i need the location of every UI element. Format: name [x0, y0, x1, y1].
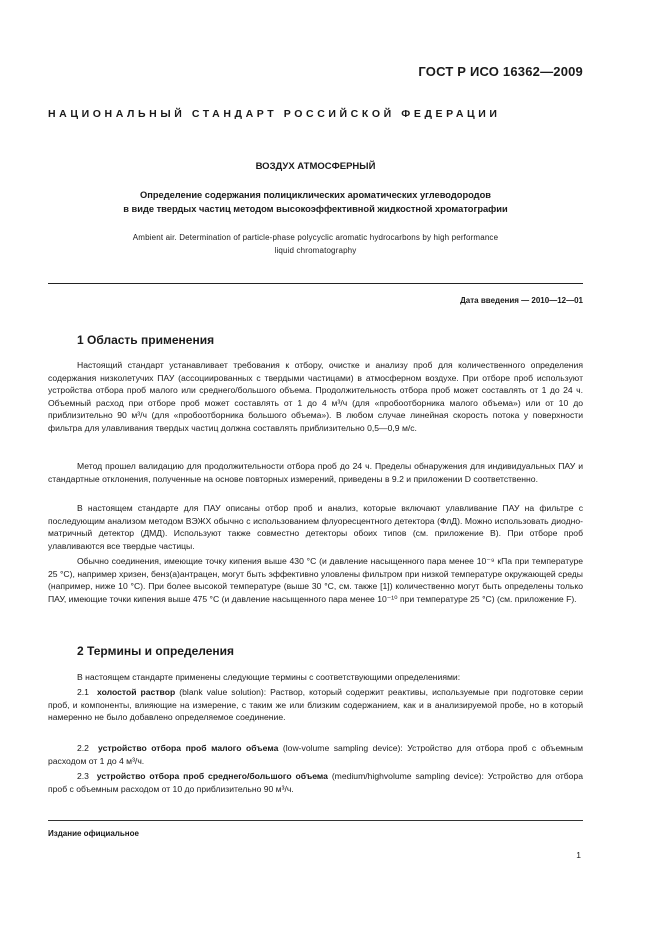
term-2-2: [48, 742, 583, 767]
official-edition-label: Издание официальное: [48, 829, 139, 838]
section-2-intro: [48, 671, 583, 684]
section-1-paragraph-4: [48, 555, 583, 605]
term-number: 2.2: [77, 743, 89, 753]
section-2-heading: 2 Термины и определения: [77, 644, 235, 658]
paragraph-text: Метод прошел валидацию для продолжительности отбора проб до 24 ч. Пределы обнаружения для индивидуальных ПАУ и стандартные отклонения, полученные на основе повторных измерений, приведены в 9.2 и приложении D соответственно.: [48, 461, 583, 484]
document-title: ВОЗДУХ АТМОСФЕРНЫЙ: [255, 161, 376, 172]
term-definition: (blank value solution): Раствор, который содержит реактивы, используемые при подготовке серии проб, и компоненты, влияющие на измерение, с таким же или близким содержанием, как и в анализируемой пробе, но в который намеренно не было добавлено определяемое соединение.: [48, 687, 583, 723]
term-name: устройство отбора проб малого объема: [98, 743, 279, 753]
introduction-date: Дата введения — 2010—12—01: [460, 296, 583, 305]
english-title: [60, 231, 571, 257]
document-code: ГОСТ Р ИСО 16362—2009: [418, 64, 583, 79]
national-standard-banner: НАЦИОНАЛЬНЫЙ СТАНДАРТ РОССИЙСКОЙ ФЕДЕРАЦИИ: [48, 108, 501, 120]
english-title-line-2: liquid chromatography: [274, 246, 357, 255]
top-divider: [48, 283, 583, 284]
english-title-line-1: Ambient air. Determination of particle-phase polycyclic aromatic hydrocarbons by high performance: [132, 233, 499, 242]
paragraph-text: В настоящем стандарте применены следующие термины с соответствующими определениями:: [77, 672, 461, 682]
section-1-paragraph-1: [48, 359, 583, 435]
term-2-3: [48, 770, 583, 795]
paragraph-text: Обычно соединения, имеющие точку кипения выше 430 °С (и давление насыщенного пара менее 10⁻⁹ кПа при температуре 25 °С), например хризен, бенз(а)антрацен, могут быть эффективно уловлены фильтром при низкой температуре окружающей среды (например, ниже 10 °С). При более высокой температуре (выше 30 °С, см. также [1]) количественно могут быть определены только ПАУ, имеющие точки кипения выше 475 °С (и давление насыщенного пара менее 10⁻¹⁰ при температуре 25 °С) (см. приложение F).: [48, 556, 583, 604]
term-name: холостой раствор: [97, 687, 176, 697]
term-2-1: [48, 686, 583, 724]
document-subtitle: [60, 188, 571, 216]
section-1-paragraph-2: [48, 460, 583, 485]
paragraph-text: Настоящий стандарт устанавливает требования к отбору, очистке и анализу проб для количественного определения содержания низколетучих ПАУ (ассоциированных с твердыми частицами) в атмосферном воздухе. При отборе проб используют устройства отбора проб малого или среднего/большого объема. Продолжительность отбора проб может составлять от 1 до 24 ч. Объемный расход при отборе проб может составлять от 1 до 4 м³/ч (для «пробоотборника малого объема») или от 10 до приблизительно 90 м³/ч (для «пробоотборника большого объема»). В любом случае линейная скорость потока у поверхности фильтра для улавливания твердых частиц должна составлять приблизительно 0,5—0,9 м/с.: [48, 360, 583, 433]
term-number: 2.1: [77, 687, 89, 697]
term-name: устройство отбора проб среднего/большого объема: [96, 771, 328, 781]
term-number: 2.3: [77, 771, 89, 781]
paragraph-text: В настоящем стандарте для ПАУ описаны отбор проб и анализ, которые включают улавливание ПАУ на фильтре с последующим анализом методом ВЭЖХ обычно с использованием флуоресцентного детектора (ФлД). Можно использовать диодно-матричный детектор (ДМД). Используют также совместно детекторы обоих типов (см. приложение В). При отборе проб улавливаются все твердые частицы.: [48, 503, 583, 551]
subtitle-line-1: Определение содержания полициклических ароматических углеводородов: [140, 190, 491, 200]
subtitle-line-2: в виде твердых частиц методом высокоэффективной жидкостной хроматографии: [123, 204, 508, 214]
bottom-divider: [48, 820, 583, 821]
term-definition: (medium/highvolume sampling device): Устройство для отбора проб с объемным расходом от 10 до приблизительно 90 м³/ч.: [48, 771, 583, 794]
section-1-heading: 1 Область применения: [77, 333, 215, 347]
section-1-paragraph-3: [48, 502, 583, 552]
term-definition: (low-volume sampling device): Устройство для отбора проб с объемным расходом от 1 до 4 м³/ч.: [48, 743, 584, 766]
page-number: 1: [576, 850, 581, 860]
